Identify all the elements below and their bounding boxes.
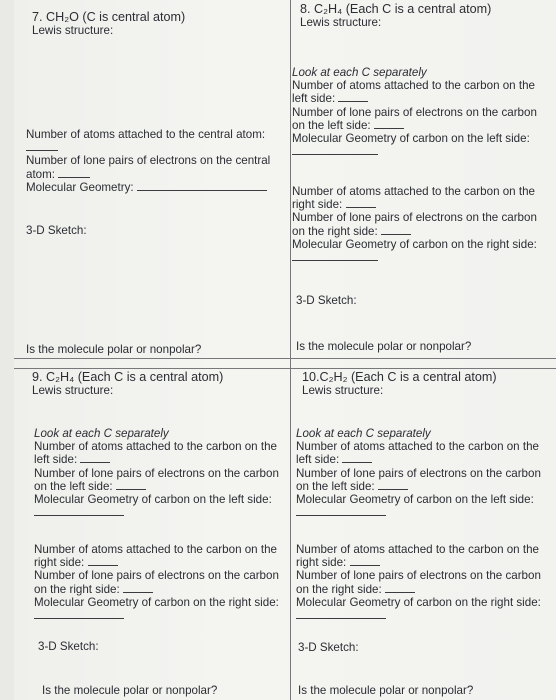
q8-look: Look at each C separately [292,66,427,79]
q9-left-lone: Number of lone pairs of electrons on the carbon on the left side: [34,466,279,493]
question-10-right [296,543,552,622]
q8-left-atoms: Number of atoms attached to the carbon on the left side: [292,79,535,106]
q10-right-atoms-blank[interactable] [350,556,380,566]
question-9-right [34,543,286,622]
q9-right-lone-blank[interactable] [123,583,153,593]
q10-right-atoms: Number of atoms attached to the carbon on the right side: [296,543,539,570]
q9-left-lone-blank[interactable] [116,480,146,490]
q9-left-atoms: Number of atoms attached to the carbon on the left side: [34,440,277,467]
q8-lewis-label: Lewis structure: [300,16,382,29]
question-7-details [26,128,276,194]
q7-lewis-label: Lewis structure: [32,24,114,37]
q9-right-lone: Number of lone pairs of electrons on the carbon on the right side: [34,569,279,596]
q7-geometry-blank[interactable] [137,181,267,191]
q8-left-geom-blank[interactable] [292,145,378,155]
q10-left-geom: Molecular Geometry of carbon on the left side: [296,493,552,519]
q9-left-atoms-blank[interactable] [80,453,110,463]
q7-lone-pairs: Number of lone pairs of electrons on the central atom: [26,154,271,181]
q8-sketch-label: 3-D Sketch: [296,294,357,307]
q9-lewis-label: Lewis structure: [32,384,114,397]
q10-left-atoms-blank[interactable] [342,453,372,463]
q8-left-lone: Number of lone pairs of electrons on the carbon on the left side: [292,105,537,132]
q8-left-geom: Molecular Geometry of carbon on the left side: [292,132,552,158]
q7-geometry: Molecular Geometry: [26,181,276,194]
q9-look: Look at each C separately [34,427,169,440]
column-divider [290,0,291,700]
question-8-right [292,185,552,264]
q9-right-geom: Molecular Geometry of carbon on the right side: [34,596,286,622]
q10-lewis-label: Lewis structure: [302,384,384,397]
question-10-left [296,427,552,519]
q10-left-geom-blank[interactable] [296,506,386,516]
q10-polar-question: Is the molecule polar or nonpolar? [298,684,474,697]
q9-right-atoms-blank[interactable] [88,556,118,566]
q10-left-atoms: Number of atoms attached to the carbon on the left side: [296,440,539,467]
q9-right-geom-blank[interactable] [34,609,124,619]
q7-sketch-label: 3-D Sketch: [26,224,87,237]
q9-title: 9. C₂H₄ (Each C is a central atom) [32,370,224,384]
question-9-header [32,370,282,397]
q7-atoms-attached: Number of atoms attached to the central atom: [26,128,276,154]
q10-left-lone: Number of lone pairs of electrons on the carbon on the left side: [296,466,541,493]
question-9-left [34,427,286,519]
q10-right-geom-blank[interactable] [296,609,386,619]
q8-right-atoms: Number of atoms attached to the carbon on the right side: [292,185,535,212]
q8-left-lone-blank[interactable] [374,119,404,129]
q9-left-geom-blank[interactable] [34,506,124,516]
q8-right-lone: Number of lone pairs of electrons on the carbon on the right side: [292,211,537,238]
q7-lone-blank[interactable] [58,168,90,178]
q10-right-lone-blank[interactable] [385,583,415,593]
q10-look: Look at each C separately [296,427,431,440]
q7-polar-question: Is the molecule polar or nonpolar? [26,343,202,356]
worksheet [14,0,556,700]
question-8-header [300,2,552,29]
q10-right-lone: Number of lone pairs of electrons on the carbon on the right side: [296,569,541,596]
q8-right-atoms-blank[interactable] [346,198,376,208]
q10-sketch-label: 3-D Sketch: [298,641,359,654]
q8-right-geom: Molecular Geometry of carbon on the right side: [292,238,552,264]
q8-right-lone-blank[interactable] [381,225,411,235]
q8-right-geom-blank[interactable] [292,251,378,261]
q9-polar-question: Is the molecule polar or nonpolar? [42,684,218,697]
question-8-left [292,66,552,158]
q7-atoms-blank[interactable] [26,141,58,151]
q8-left-atoms-blank[interactable] [338,92,368,102]
q10-left-lone-blank[interactable] [378,480,408,490]
q10-right-geom: Molecular Geometry of carbon on the right side: [296,596,552,622]
question-10-header [302,370,552,397]
row-divider-top [14,358,556,359]
q10-title: 10.C₂H₂ (Each C is a central atom) [302,370,497,384]
q9-left-geom: Molecular Geometry of carbon on the left side: [34,493,286,519]
q8-title: 8. C₂H₄ (Each C is a central atom) [300,2,492,16]
question-7-header [32,10,282,37]
row-divider-bottom [14,368,556,369]
q7-title: 7. CH₂O (C is central atom) [32,10,186,24]
q9-right-atoms: Number of atoms attached to the carbon on the right side: [34,543,277,570]
q8-polar-question: Is the molecule polar or nonpolar? [296,340,472,353]
q9-sketch-label: 3-D Sketch: [38,640,99,653]
